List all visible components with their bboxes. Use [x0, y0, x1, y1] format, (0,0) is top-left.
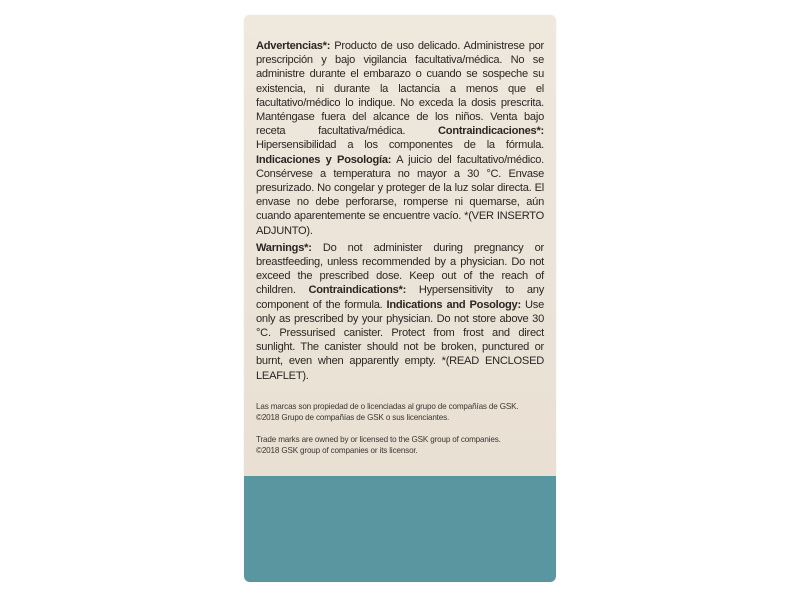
package-panel — [244, 15, 556, 582]
warnings-en-text: Do not administer during pregnancy or breastfeeding, unless recommended by a physician. Do not exceed the prescribed dose. Keep out of the reach of children. — [256, 241, 544, 297]
warnings-es-label: Advertencias*: — [256, 40, 331, 52]
trademark-english — [256, 434, 544, 456]
trademark-spanish — [256, 401, 544, 423]
trademark-en-line1: Trade marks are owned by or licensed to the GSK group of companies. — [256, 434, 501, 444]
contra-en-text: Hypersensitivity to any component of the formula. — [256, 284, 544, 311]
trademark-es-line2: ©2018 Grupo de compañías de GSK o sus licenciantes. — [256, 412, 450, 422]
indications-es-text: A juicio del facultativo/médico. Consérvese a temperatura no mayor a 30 °C. Envase presurizado. No congelar y proteger de la luz solar directa. El envase no debe perforarse, romperse ni quemarse, aún cuando aparentemente se encuentre vacío. *(VER INSERTO ADJUNTO). — [256, 153, 545, 237]
english-warnings-paragraph — [256, 241, 544, 383]
warnings-en-label: Warnings*: — [256, 241, 312, 254]
contra-es-label: Contraindicaciones*: — [438, 125, 544, 138]
spanish-warnings-paragraph — [256, 39, 544, 238]
indications-es-label: Indicaciones y Posología: — [256, 153, 392, 166]
contra-en-label: Contraindications*: — [308, 284, 407, 297]
trademark-en-line2: ©2018 GSK group of companies or its licensor. — [256, 445, 418, 455]
trademark-es-line1: Las marcas son propiedad de o licenciadas al grupo de compañías de GSK. — [256, 401, 519, 411]
contra-es-text: Hipersensibilidad a los componentes de la fórmula. — [256, 139, 544, 152]
indications-en-label: Indications and Posology: — [386, 298, 521, 311]
label-text-content — [256, 39, 544, 456]
indications-en-text: Use only as prescribed by your physician. Do not store above 30 °C. Pressurised canister. Protect from frost and direct sunlight. The canister should not be broken, punctured or burnt, even when apparently empty. *(READ ENCLOSED LEAFLET). — [256, 298, 544, 382]
teal-color-band — [244, 476, 556, 582]
warnings-es-text: Producto de uso delicado. Administrese por prescripción y bajo vigilancia facultativa/médica. No se administre durante el embarazo o cuando se sospeche su existencia, ni durante la lactancia a menos que el facultativo/médico lo indique. No exceda la dosis prescrita. Manténgase fuera del alcance de los niños. Venta bajo receta facultativa/médica. — [256, 40, 544, 138]
